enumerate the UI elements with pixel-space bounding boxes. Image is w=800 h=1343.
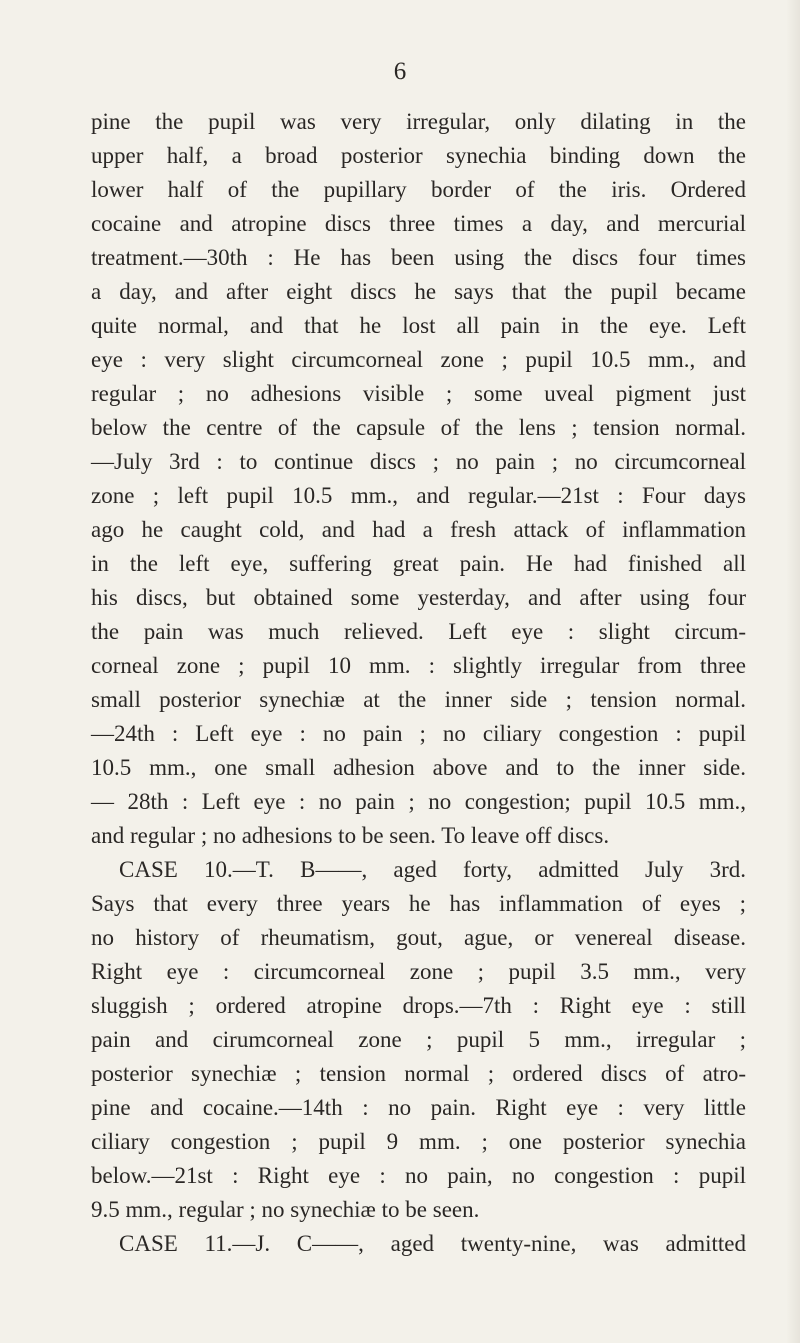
text-line: regular ; no adhesions visible ; some uveal pigment just [91, 381, 746, 406]
case-heading-line: CASE 11.—J. C——, aged twenty-nine, was admitted [119, 1231, 746, 1256]
text-line: 9.5 mm., regular ; no synechiæ to be seen. [91, 1197, 480, 1222]
text-line: pain and cirumcorneal zone ; pupil 5 mm., irregular ; [91, 1027, 746, 1052]
text-line: Right eye : circumcorneal zone ; pupil 3.5 mm., very [91, 959, 746, 984]
text-line: no history of rheumatism, gout, ague, or venereal disease. [91, 925, 746, 950]
text-line: a day, and after eight discs he says that the pupil became [91, 279, 746, 304]
text-line: —24th : Left eye : no pain ; no ciliary congestion : pupil [91, 721, 746, 746]
text-line: his discs, but obtained some yesterday, and after using four [91, 585, 746, 610]
text-line: — 28th : Left eye : no pain ; no congestion; pupil 10.5 mm., [91, 789, 746, 814]
text-line: small posterior synechiæ at the inner side ; tension normal. [91, 687, 746, 712]
text-line: in the left eye, suffering great pain. He had finished all [91, 551, 746, 576]
text-line: eye : very slight circumcorneal zone ; pupil 10.5 mm., and [91, 347, 746, 372]
text-line: posterior synechiæ ; tension normal ; ordered discs of atro- [91, 1061, 746, 1086]
text-line: corneal zone ; pupil 10 mm. : slightly irregular from three [91, 653, 746, 678]
text-line: the pain was much relieved. Left eye : slight circum- [91, 619, 746, 644]
text-line: treatment.—30th : He has been using the discs four times [91, 245, 746, 270]
text-line: zone ; left pupil 10.5 mm., and regular.—21st : Four days [91, 483, 746, 508]
page-edge-shadow [786, 0, 800, 1343]
text-line: quite normal, and that he lost all pain in the eye. Left [91, 313, 746, 338]
text-line: below.—21st : Right eye : no pain, no congestion : pupil [91, 1163, 746, 1188]
text-line: Says that every three years he has inflammation of eyes ; [91, 891, 746, 916]
text-line: —July 3rd : to continue discs ; no pain ; no circumcorneal [91, 449, 746, 474]
text-line: and regular ; no adhesions to be seen. To leave off discs. [91, 823, 610, 848]
text-line: upper half, a broad posterior synechia binding down the [91, 143, 746, 168]
text-line: cocaine and atropine discs three times a day, and mercurial [91, 211, 746, 236]
text-line: 10.5 mm., one small adhesion above and to the inner side. [91, 755, 746, 780]
case-heading-line: CASE 10.—T. B——, aged forty, admitted July 3rd. [119, 857, 746, 882]
text-line: lower half of the pupillary border of the iris. Ordered [91, 177, 746, 202]
text-line: sluggish ; ordered atropine drops.—7th : Right eye : still [91, 993, 746, 1018]
text-line: ago he caught cold, and had a fresh attack of inflammation [91, 517, 746, 542]
text-line: ciliary congestion ; pupil 9 mm. ; one posterior synechia [91, 1129, 746, 1154]
body-text [91, 105, 746, 1261]
text-line: pine the pupil was very irregular, only dilating in the [91, 109, 746, 134]
text-line: pine and cocaine.—14th : no pain. Right eye : very little [91, 1095, 746, 1120]
page-number: 6 [393, 58, 407, 85]
text-line: below the centre of the capsule of the lens ; tension normal. [91, 415, 746, 440]
